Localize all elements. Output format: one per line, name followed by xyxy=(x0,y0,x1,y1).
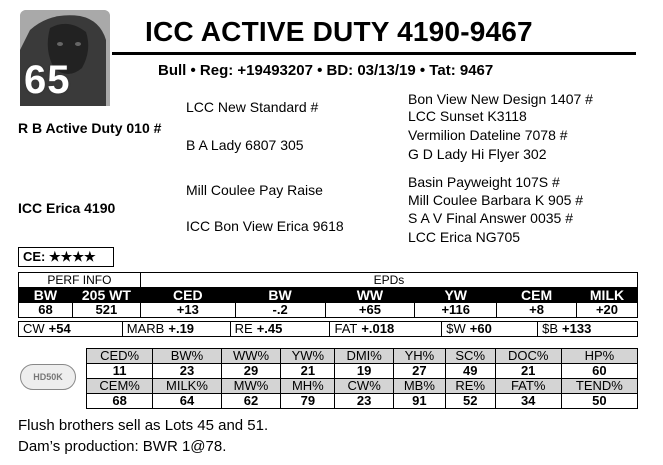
carcass-epd-cell xyxy=(442,322,538,337)
sire-dam-sire-name: Vermilion Dateline 7078 # xyxy=(408,127,568,143)
percentile-value: 62 xyxy=(221,394,281,409)
percentile-label: TEND% xyxy=(561,379,637,394)
epd-table xyxy=(18,272,638,318)
sire-dam-dam-name: G D Lady Hi Flyer 302 xyxy=(408,146,547,162)
percentile-label: BW% xyxy=(153,349,221,364)
carcass-epd-cell xyxy=(330,322,442,337)
dam-sire-sire-name: Basin Payweight 107S # xyxy=(408,174,560,190)
percentile-value: 23 xyxy=(153,364,221,379)
percentile-label: CED% xyxy=(87,349,153,364)
percentile-label: DOC% xyxy=(495,349,561,364)
dam-name: ICC Erica 4190 xyxy=(18,200,116,216)
epd-label: BW xyxy=(19,288,73,303)
carcass-epd-label: $B xyxy=(542,321,559,336)
percentile-label: CW% xyxy=(335,379,394,394)
epd-value: -.2 xyxy=(235,303,325,318)
percentile-label: FAT% xyxy=(495,379,561,394)
percentile-label: DMI% xyxy=(335,349,394,364)
sire-name: R B Active Duty 010 # xyxy=(18,120,162,136)
dam-sire-dam-name: Mill Coulee Barbara K 905 # xyxy=(408,192,584,208)
dam-dam-dam-name: LCC Erica NG705 xyxy=(408,229,521,245)
ce-stars: ★★★★ xyxy=(49,249,96,264)
percentile-value: 50 xyxy=(561,394,637,409)
epds-header: EPDs xyxy=(140,273,637,288)
carcass-epd-cell xyxy=(538,322,638,337)
sire-dam-name: B A Lady 6807 305 xyxy=(186,137,304,153)
epd-label: CEM xyxy=(497,288,577,303)
percentile-value: 79 xyxy=(281,394,335,409)
epd-value: 68 xyxy=(19,303,73,318)
percentile-value: 34 xyxy=(495,394,561,409)
epd-label: CED xyxy=(140,288,235,303)
hd50k-badge: HD50K xyxy=(20,364,76,390)
percentile-label: MH% xyxy=(281,379,335,394)
dam-sire-name: Mill Coulee Pay Raise xyxy=(186,182,323,198)
percentile-label: YW% xyxy=(281,349,335,364)
epd-label: 205 WT xyxy=(72,288,140,303)
percentile-value: 11 xyxy=(87,364,153,379)
epd-value: +65 xyxy=(325,303,415,318)
carcass-epd-value: +.45 xyxy=(256,321,283,336)
lot-note: Flush brothers sell as Lots 45 and 51. xyxy=(18,417,269,434)
epd-value: 521 xyxy=(72,303,140,318)
title-divider xyxy=(112,52,636,55)
percentile-value: 49 xyxy=(445,364,495,379)
percentile-value: 27 xyxy=(393,364,445,379)
sire-sire-dam-name: LCC Sunset K3118 xyxy=(408,108,527,124)
percentile-label: HP% xyxy=(561,349,637,364)
carcass-epd-label: $W xyxy=(446,321,466,336)
carcass-epd-cell xyxy=(122,322,230,337)
percentile-table xyxy=(86,348,638,409)
epd-value: +20 xyxy=(577,303,638,318)
percentile-label: YH% xyxy=(393,349,445,364)
carcass-epd-cell xyxy=(230,322,330,337)
epd-label: MILK xyxy=(577,288,638,303)
epd-label: YW xyxy=(415,288,497,303)
sire-sire-sire-name: Bon View New Design 1407 # xyxy=(408,91,593,107)
carcass-epd-value: +54 xyxy=(48,321,71,336)
calving-ease-box xyxy=(18,247,114,267)
epd-value: +8 xyxy=(497,303,577,318)
percentile-value: 19 xyxy=(335,364,394,379)
percentile-value: 68 xyxy=(87,394,153,409)
carcass-epd-cell xyxy=(19,322,123,337)
carcass-epd-value: +60 xyxy=(469,321,492,336)
percentile-value: 60 xyxy=(561,364,637,379)
carcass-epd-label: CW xyxy=(23,321,45,336)
percentile-label: WW% xyxy=(221,349,281,364)
percentile-value: 64 xyxy=(153,394,221,409)
epd-value: +116 xyxy=(415,303,497,318)
epd-label: BW xyxy=(235,288,325,303)
carcass-epd-label: FAT xyxy=(334,321,358,336)
epd-label: WW xyxy=(325,288,415,303)
percentile-value: 21 xyxy=(495,364,561,379)
dam-dam-sire-name: S A V Final Answer 0035 # xyxy=(408,210,573,226)
carcass-epd-value: +.018 xyxy=(361,321,395,336)
dam-production-note: Dam’s production: BWR 1@78. xyxy=(18,438,227,455)
animal-details: Bull • Reg: +19493207 • BD: 03/13/19 • Tat: 9467 xyxy=(158,62,494,79)
epd-value: +13 xyxy=(140,303,235,318)
percentile-value: 23 xyxy=(335,394,394,409)
carcass-epd-label: MARB xyxy=(126,321,165,336)
percentile-label: CEM% xyxy=(87,379,153,394)
percentile-label: MW% xyxy=(221,379,281,394)
animal-name: ICC ACTIVE DUTY 4190-9467 xyxy=(145,16,533,47)
percentile-label: SC% xyxy=(445,349,495,364)
percentile-value: 91 xyxy=(393,394,445,409)
carcass-epd-row xyxy=(18,321,638,337)
carcass-epd-value: +.19 xyxy=(168,321,195,336)
sire-sire-name: LCC New Standard # xyxy=(186,99,319,115)
percentile-label: RE% xyxy=(445,379,495,394)
percentile-value: 29 xyxy=(221,364,281,379)
percentile-value: 52 xyxy=(445,394,495,409)
carcass-epd-label: RE xyxy=(234,321,253,336)
perf-info-header: PERF INFO xyxy=(19,273,141,288)
percentile-label: MB% xyxy=(393,379,445,394)
ce-label: CE: xyxy=(23,249,46,264)
carcass-epd-value: +133 xyxy=(562,321,592,336)
percentile-label: MILK% xyxy=(153,379,221,394)
dam-dam-name: ICC Bon View Erica 9618 xyxy=(186,218,344,234)
lot-number: 65 xyxy=(24,58,71,102)
percentile-value: 21 xyxy=(281,364,335,379)
